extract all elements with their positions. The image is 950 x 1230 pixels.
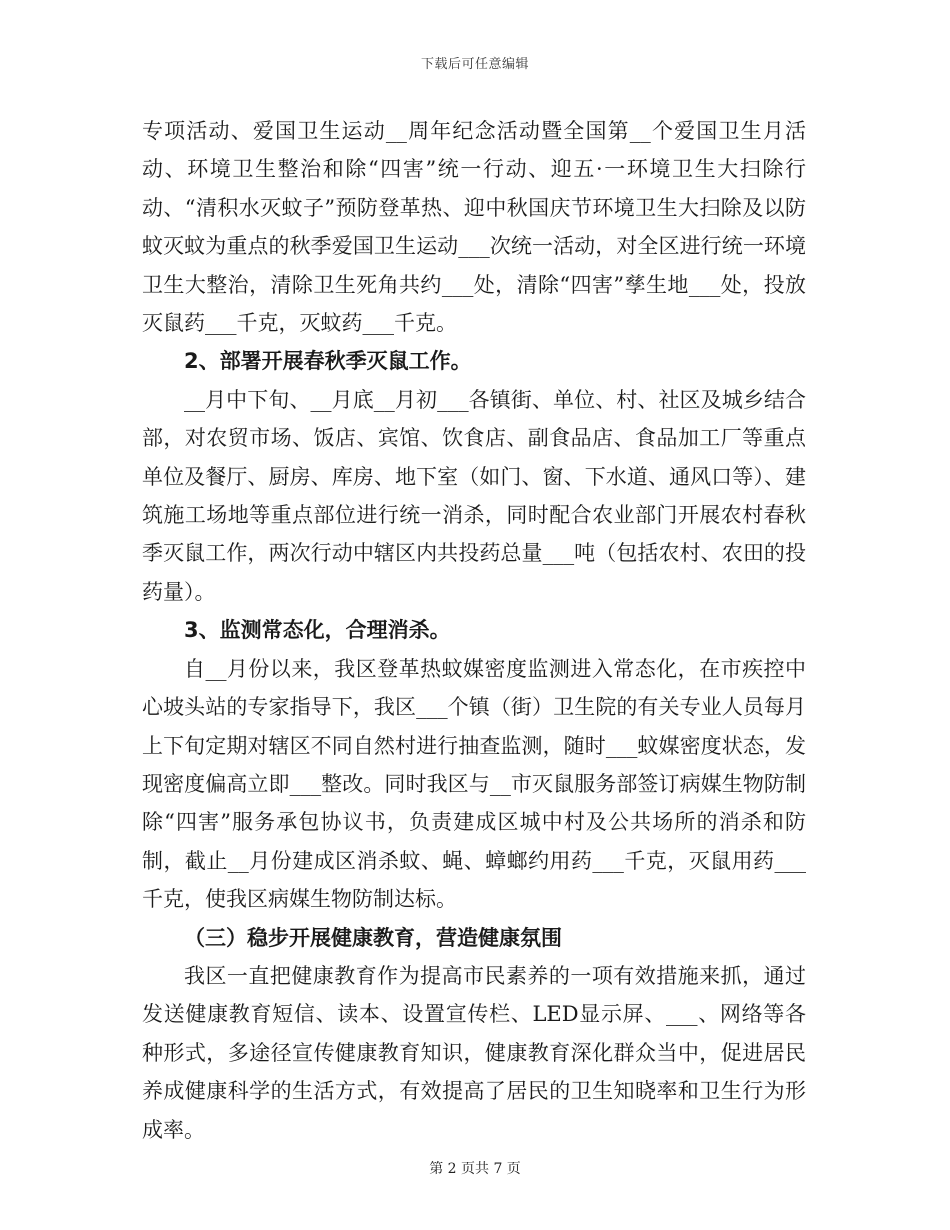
section-heading-3: （三）稳步开展健康教育，营造健康氛围 — [184, 925, 562, 950]
paragraph-1: 专项活动、爱国卫生运动__周年纪念活动暨全国第__个爱国卫生月活动、环境卫生整治和除“四害”统一行动、迎五·一环境卫生大扫除行动、“清积水灭蚊子”预防登革热、迎中秋国庆节环境卫生大扫除及以防蚊灭蚊为重点的秋季爱国卫生运动___次统一活动，对全区进行统一环境卫生大整治，清除卫生死角共约___处，清除“四害”孳生地___处，投放灭鼠药___千克，灭蚊药___千克。 — [142, 119, 806, 336]
page-footer: 第 2 页共 7 页 — [429, 1161, 521, 1177]
page-header: 下载后可任意编辑 — [420, 57, 529, 72]
paragraph-4: 我区一直把健康教育作为提高市民素养的一项有效措施来抓，通过发送健康教育短信、读本、设置宣传栏、LED显示屏、___、网络等各种形式，多途径宣传健康教育知识，健康教育深化群众当中，促进居民养成健康科学的生活方式，有效提高了居民的卫生知晓率和卫生行为形成率。 — [142, 963, 806, 1142]
document-body — [142, 112, 806, 1149]
heading-2: 2、部署开展春秋季灭鼠工作。 — [184, 349, 472, 374]
paragraph-2: __月中下旬、__月底__月初___各镇街、单位、村、社区及城乡结合部，对农贸市场、饭店、宾馆、饮食店、副食品店、食品加工厂等重点单位及餐厅、厨房、库房、地下室（如门、窗、下水道、通风口等）、建筑施工场地等重点部位进行统一消杀，同时配合农业部门开展农村春秋季灭鼠工作，两次行动中辖区内共投药总量___吨（包括农村、农田的投药量）。 — [142, 387, 806, 604]
paragraph-3: 自__月份以来，我区登革热蚊媒密度监测进入常态化，在市疾控中心坡头站的专家指导下，我区___个镇（街）卫生院的有关专业人员每月上下旬定期对辖区不同自然村进行抽查监测，随时___蚊媒密度状态，发现密度偏高立即___整改。同时我区与__市灭鼠服务部签订病媒生物防制除“四害”服务承包协议书，负责建成区城中村及公共场所的消杀和防制，截止__月份建成区消杀蚊、蝇、蟑螂约用药___千克，灭鼠用药___千克，使我区病媒生物防制达标。 — [142, 656, 806, 912]
heading-3: 3、监测常态化，合理消杀。 — [184, 618, 451, 643]
